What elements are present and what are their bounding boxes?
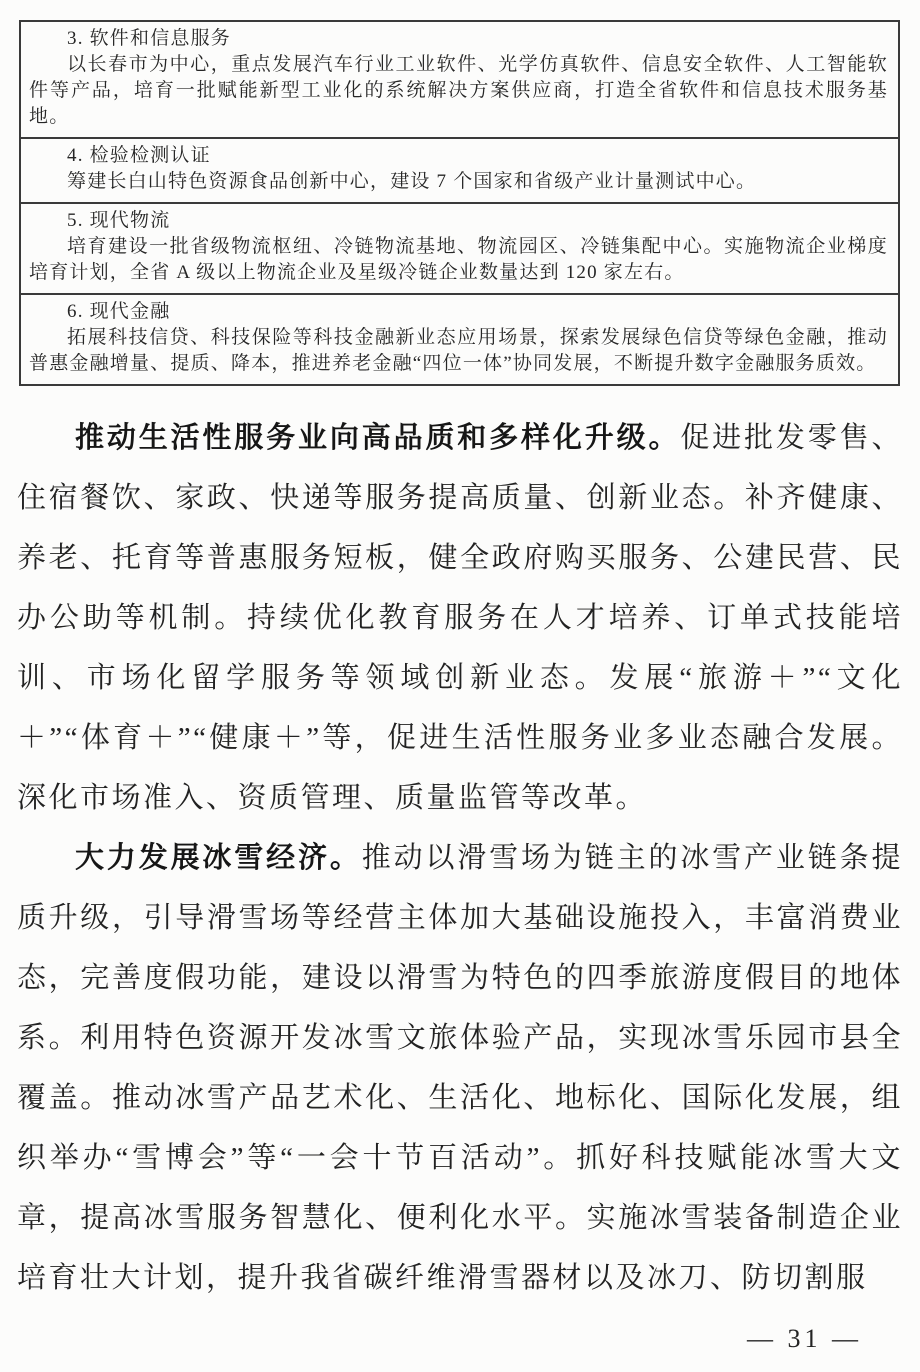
row-title: 5. 现代物流 [67,210,171,231]
industry-sectors-table [19,20,900,386]
row-body: 拓展科技信贷、科技保险等科技金融新业态应用场景，探索发展绿色信贷等绿色金融，推动普惠金融增量、提质、降本，推进养老金融“四位一体”协同发展，不断提升数字金融服务质效。 [29,327,888,374]
row-title: 3. 软件和信息服务 [67,28,232,49]
paragraph-lead: 大力发展冰雪经济。 [75,842,362,874]
table-row [21,22,898,139]
paragraph-ice-snow-economy [17,828,903,1308]
table-row [21,139,898,204]
paragraph-text: 推动以滑雪场为链主的冰雪产业链条提质升级，引导滑雪场等经营主体加大基础设施投入，丰富消费业态，完善度假功能，建设以滑雪为特色的四季旅游度假目的地体系。利用特色资源开发冰雪文旅体验产品，实现冰雪乐园市县全覆盖。推动冰雪产品艺术化、生活化、地标化、国际化发展，组织举办“雪博会”等“一会十节百活动”。抓好科技赋能冰雪大文章，提高冰雪服务智慧化、便利化水平。实施冰雪装备制造企业培育壮大计划，提升我省碳纤维滑雪器材以及冰刀、防切割服 [17,842,903,1294]
paragraph-living-services [17,408,903,828]
paragraph-text: 促进批发零售、住宿餐饮、家政、快递等服务提高质量、创新业态。补齐健康、养老、托育等普惠服务短板，健全政府购买服务、公建民营、民办公助等机制。持续优化教育服务在人才培养、订单式技能培训、市场化留学服务等领域创新业态。发展“旅游＋”“文化＋”“体育＋”“健康＋”等，促进生活性服务业多业态融合发展。深化市场准入、资质管理、质量监管等改革。 [17,422,903,814]
page-number: — 31 — [747,1324,862,1353]
row-body: 筹建长白山特色资源食品创新中心，建设 7 个国家和省级产业计量测试中心。 [67,171,757,192]
row-body: 以长春市为中心，重点发展汽车行业工业软件、光学仿真软件、信息安全软件、人工智能软件等产品，培育一批赋能新型工业化的系统解决方案供应商，打造全省软件和信息技术服务基地。 [29,54,888,127]
row-title: 6. 现代金融 [67,301,171,322]
table-row [21,295,898,384]
table-row [21,204,898,295]
body-content [17,408,903,1308]
row-title: 4. 检验检测认证 [67,145,211,166]
paragraph-lead: 推动生活性服务业向高品质和多样化升级。 [75,422,681,454]
row-body: 培育建设一批省级物流枢纽、冷链物流基地、物流园区、冷链集配中心。实施物流企业梯度培育计划，全省 A 级以上物流企业及星级冷链企业数量达到 120 家左右。 [29,236,888,283]
